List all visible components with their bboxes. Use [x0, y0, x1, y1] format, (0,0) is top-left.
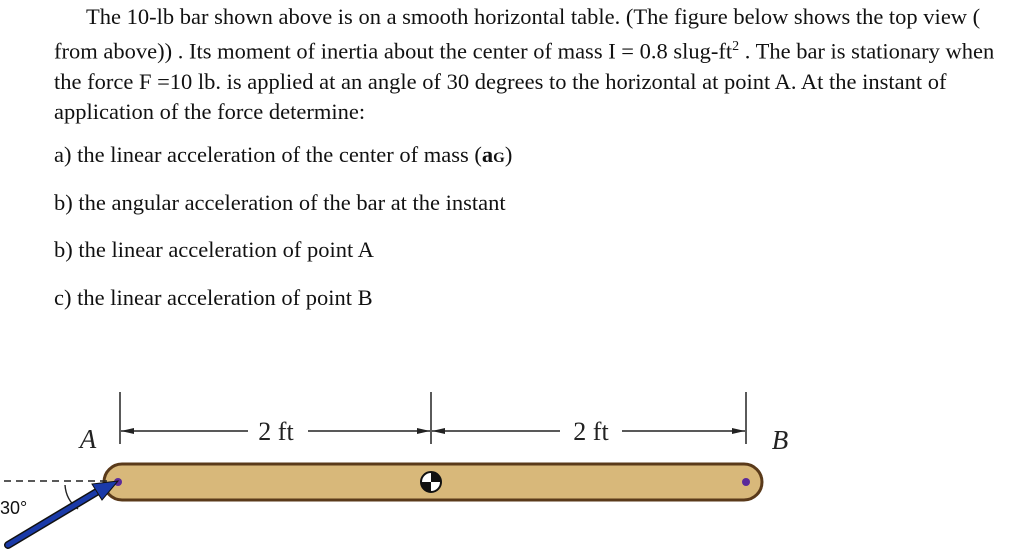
dim-label-left: 2 ft [258, 417, 294, 446]
question-b-point-a: b) the linear acceleration of point A [54, 237, 374, 262]
problem-paragraph [54, 2, 1016, 127]
question-a [54, 140, 512, 173]
superscript-squared: 2 [732, 39, 740, 54]
dim-arrowhead [417, 428, 430, 434]
dim-arrowhead [121, 428, 134, 434]
question-c-point-b: c) the linear acceleration of point B [54, 285, 373, 310]
problem-text-part1: The 10-lb bar shown above is on a smooth horizontal table. (The figure below shows the top view ( from above)) . Its moment of inertia about the center of mass I = 0.8 slug-ft [54, 4, 981, 64]
point-a-label: A [79, 424, 97, 454]
point-b-marker [742, 478, 750, 486]
bar-figure [0, 370, 1020, 555]
problem-statement [54, 2, 1016, 127]
dim-label-right: 2 ft [573, 417, 609, 446]
problem-text-part2: . The bar is stationary when the force F =10 lb. is applied at an angle of 30 degrees to the horizontal at point A. At the instant of application of the force determine: [54, 38, 995, 124]
dim-arrowhead [732, 428, 745, 434]
accel-symbol: a [481, 142, 494, 167]
question-a-close: ) [504, 142, 513, 167]
accel-subscript: G [493, 150, 505, 166]
dim-arrowhead [432, 428, 445, 434]
angle-label: 30° [0, 498, 28, 518]
question-a-text: a) the linear acceleration of the center of mass ( [54, 142, 482, 167]
point-b-label: B [771, 425, 789, 455]
question-b-angular: b) the angular acceleration of the bar at the instant [54, 190, 506, 215]
center-of-mass-icon [421, 472, 441, 492]
